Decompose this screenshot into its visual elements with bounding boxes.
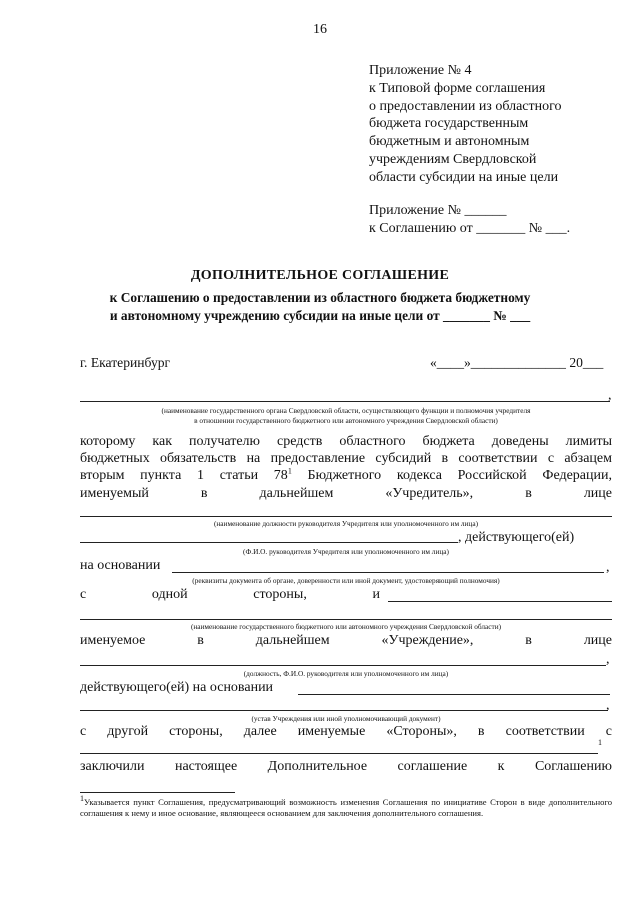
footnote-mark: 1 — [598, 738, 602, 747]
footnote-separator — [80, 792, 235, 793]
word: дальнейшем — [259, 486, 334, 501]
caption-requisites: (реквизиты документа об органе, доверенности или иной документ, удостоверяющий полномочия) — [192, 576, 500, 585]
paragraph-line — [80, 486, 612, 502]
word: с — [80, 587, 87, 602]
appendix-header — [369, 62, 562, 187]
institution-line — [80, 619, 612, 620]
appendix-number-block — [369, 202, 570, 238]
comma: , — [606, 652, 610, 667]
subtitle-line: к Соглашению о предоставлении из областного бюджета бюджетному — [109, 290, 531, 305]
word: в — [525, 633, 532, 648]
paragraph-line — [80, 468, 612, 484]
caption-charter: (устав Учреждения или иной уполномочивающий документ) — [251, 714, 441, 723]
text: бюджетных обязательств на предоставление субсидий в соответствии с абзацем — [80, 451, 612, 466]
word: настоящее — [174, 759, 238, 774]
word: стороны, — [169, 724, 223, 739]
caption-founder — [80, 406, 612, 425]
acting-basis-text: действующего(ей) на основании — [80, 680, 274, 695]
caption-fio: (Ф.И.О. руководителя Учредителя или уполномоченного им лица) — [243, 547, 449, 556]
caption-line: в отношении государственного бюджетного или автономного учреждения Свердловской области) — [194, 415, 498, 425]
text-part: Бюджетного кодекса Российской Федерации, — [291, 468, 612, 483]
text-part: вторым пункта 1 статьи 78 — [80, 468, 288, 483]
word: в — [525, 486, 532, 501]
agreement-reference: к Соглашению от _______ № ___. — [369, 220, 571, 236]
document-subtitle — [0, 289, 640, 324]
acting-text: , действующего(ей) — [458, 530, 575, 545]
appendix-number: Приложение № ______ — [369, 203, 507, 218]
word: соответствии — [505, 724, 585, 739]
comma: , — [606, 698, 610, 713]
superscript: 1 — [287, 466, 292, 476]
paragraph-line — [80, 434, 612, 450]
appendix-line: бюджета государственным — [369, 116, 529, 132]
caption-head: (должность, Ф.И.О. руководителя или уполномоченного им лица) — [243, 669, 449, 678]
text: которому как получателю средств областного бюджета доведены лимиты — [80, 434, 612, 449]
word: заключили — [80, 759, 145, 774]
charter-line — [80, 710, 608, 711]
word: «Учредитель», — [385, 486, 474, 501]
paragraph-line — [80, 759, 612, 775]
word: с — [605, 724, 612, 739]
footnote-number: 1 — [80, 794, 84, 804]
basis-line — [172, 572, 604, 573]
word: далее — [243, 724, 277, 739]
page-number: 16 — [313, 22, 327, 37]
word: другой — [107, 724, 149, 739]
clause-line — [80, 753, 598, 754]
date-field: «____»______________ 20___ — [430, 355, 604, 370]
paragraph-line — [80, 587, 380, 603]
word: в — [200, 486, 208, 501]
word: и — [372, 587, 380, 602]
word: лице — [583, 633, 612, 648]
word: лице — [583, 486, 612, 501]
appendix-line: бюджетным и автономным — [369, 134, 530, 150]
fio-line — [80, 542, 458, 543]
word: стороны, — [253, 587, 307, 602]
word: в — [197, 633, 204, 648]
appendix-line: учреждениям Свердловской — [369, 151, 537, 167]
caption-institution: (наименование государственного бюджетного или автономного учреждения Свердловской области) — [190, 622, 502, 631]
position-line — [80, 516, 612, 517]
paragraph-line — [80, 724, 612, 740]
caption-line: (наименование государственного органа Свердловской области, осуществляющего функции и полномочия учредителя — [161, 406, 531, 415]
word: с — [80, 724, 87, 739]
appendix-line: к Типовой форме соглашения — [369, 80, 546, 96]
word: «Стороны», — [386, 724, 457, 739]
word: Дополнительное — [267, 759, 368, 774]
city: г. Екатеринбург — [80, 355, 171, 370]
appendix-line: Приложение № 4 — [369, 63, 472, 78]
word: именуемое — [80, 633, 146, 648]
basis-text: на основании — [80, 558, 161, 573]
word: соглашение — [397, 759, 468, 774]
paragraph-line — [80, 633, 612, 649]
caption-position: (наименование должности руководителя Учредителя или уполномоченного им лица) — [213, 519, 479, 528]
institution-line-start — [388, 601, 612, 602]
comma: , — [608, 388, 612, 403]
appendix-line: области субсидии на иные цели — [369, 169, 559, 185]
paragraph-line — [80, 451, 612, 467]
subtitle-line: и автономному учреждению субсидии на иные цели от _______ № ___ — [109, 307, 531, 323]
acting-basis-line — [298, 694, 610, 695]
document-title: ДОПОЛНИТЕЛЬНОЕ СОГЛАШЕНИЕ — [190, 268, 450, 283]
founder-name-line — [80, 401, 610, 402]
word: дальнейшем — [255, 633, 330, 648]
footnote — [80, 794, 612, 820]
head-line — [80, 665, 606, 666]
word: именуемый — [80, 486, 149, 501]
word: в — [477, 724, 485, 739]
appendix-line: о предоставлении из областного — [369, 98, 562, 114]
word: одной — [151, 587, 188, 602]
footnote-text: Указывается пункт Соглашения, предусматривающий возможность изменения Соглашения по инициативе Сторон в виде дополнительного соглашения к нему и иное основание, являющееся основанием для заключения дополнительного соглашения. — [80, 797, 612, 819]
word: именуемые — [297, 724, 366, 739]
comma: , — [606, 560, 610, 575]
text — [80, 468, 612, 484]
word: «Учреждение», — [381, 633, 474, 648]
word: Соглашению — [534, 759, 612, 774]
word: к — [497, 759, 505, 774]
